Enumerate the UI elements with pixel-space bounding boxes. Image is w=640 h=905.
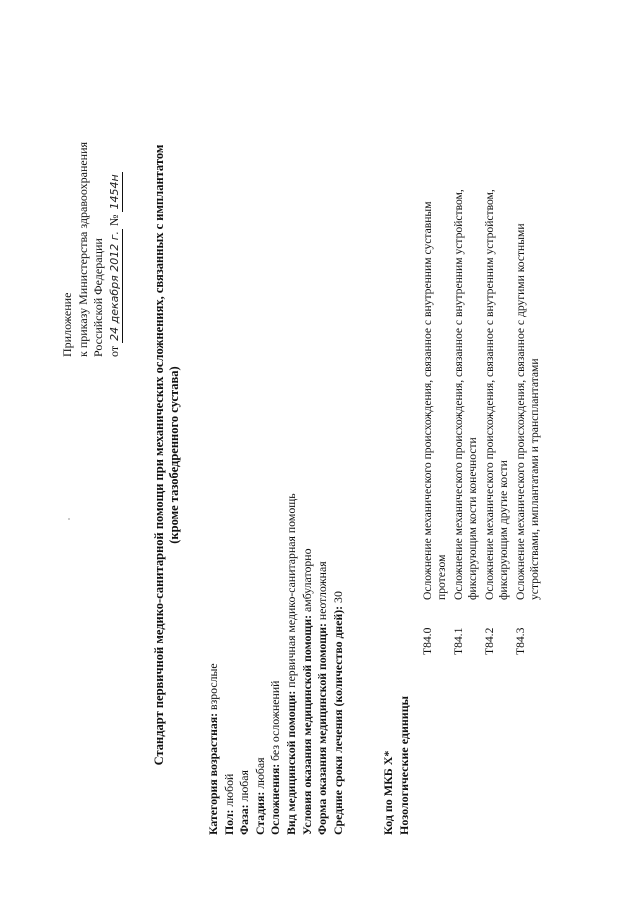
scan-speck [68, 518, 70, 520]
appendix-date-line [107, 142, 124, 357]
appendix-block [60, 142, 123, 357]
icd-description-line-2: устройствами, имплантатами и трансплантатами [528, 358, 541, 600]
icd-code: T84.3 [514, 627, 527, 655]
parameters-list [206, 493, 346, 835]
icd-code: T84.1 [452, 627, 465, 655]
param-care-conditions: Условия оказания медицинской помощи: амбулаторно [299, 548, 314, 835]
appendix-line-2: к приказу Министерства здравоохранения [75, 141, 90, 357]
handwritten-date: 24 декабря 2012 г. [107, 229, 124, 343]
document-title [152, 65, 182, 845]
title-line-1: Стандарт первичной медико-санитарной помощи при механических осложнениях, связанных с имплантатом [152, 144, 166, 766]
handwritten-number: 1454н [107, 172, 124, 211]
param-phase: Фаза: любая [237, 770, 252, 835]
icd-description-line-2: фиксирующим кости конечности [466, 437, 479, 600]
param-complications: Осложнения: без осложнений [268, 680, 283, 835]
icd-description-line-2: фиксирующим другие кости [497, 460, 510, 600]
icd-description-line-1: Осложнение механического происхождения, связанное с внутренним суставным [421, 201, 434, 600]
param-age: Категория возрастная: взрослые [206, 663, 220, 835]
date-prefix: от [106, 345, 121, 357]
icd-heading: Код по МКБ X* [381, 750, 395, 835]
icd-code: T84.2 [483, 627, 496, 655]
appendix-line-3: Российской Федерации [91, 238, 105, 357]
param-care-form: Форма оказания медицинской помощи: неотложная [315, 561, 330, 835]
icd-description-line-1: Осложнение механического происхождения, связанное с внутренним устройством, [452, 189, 465, 600]
appendix-line-1: Приложение [60, 292, 74, 357]
title-line-2: (кроме тазобедренного сустава) [167, 366, 181, 544]
param-care-type: Вид медицинской помощи: первичная медико-санитарная помощь [283, 493, 298, 835]
number-prefix: № [106, 214, 121, 226]
icd-description-line-1: Осложнение механического происхождения, связанное с внутренним устройством, [483, 189, 496, 600]
icd-code: T84.0 [421, 627, 434, 655]
param-sex: Пол: любой [221, 773, 236, 835]
param-stage: Стадия: любая [252, 757, 267, 835]
param-treatment-duration: Средние сроки лечения (количество дней): 30 [330, 591, 345, 835]
icd-description-line-1: Осложнение механического происхождения, связанное с другими костными [514, 223, 527, 600]
nosology-heading: Нозологические единицы [397, 695, 411, 835]
icd-description-line-2: протезом [435, 554, 448, 600]
